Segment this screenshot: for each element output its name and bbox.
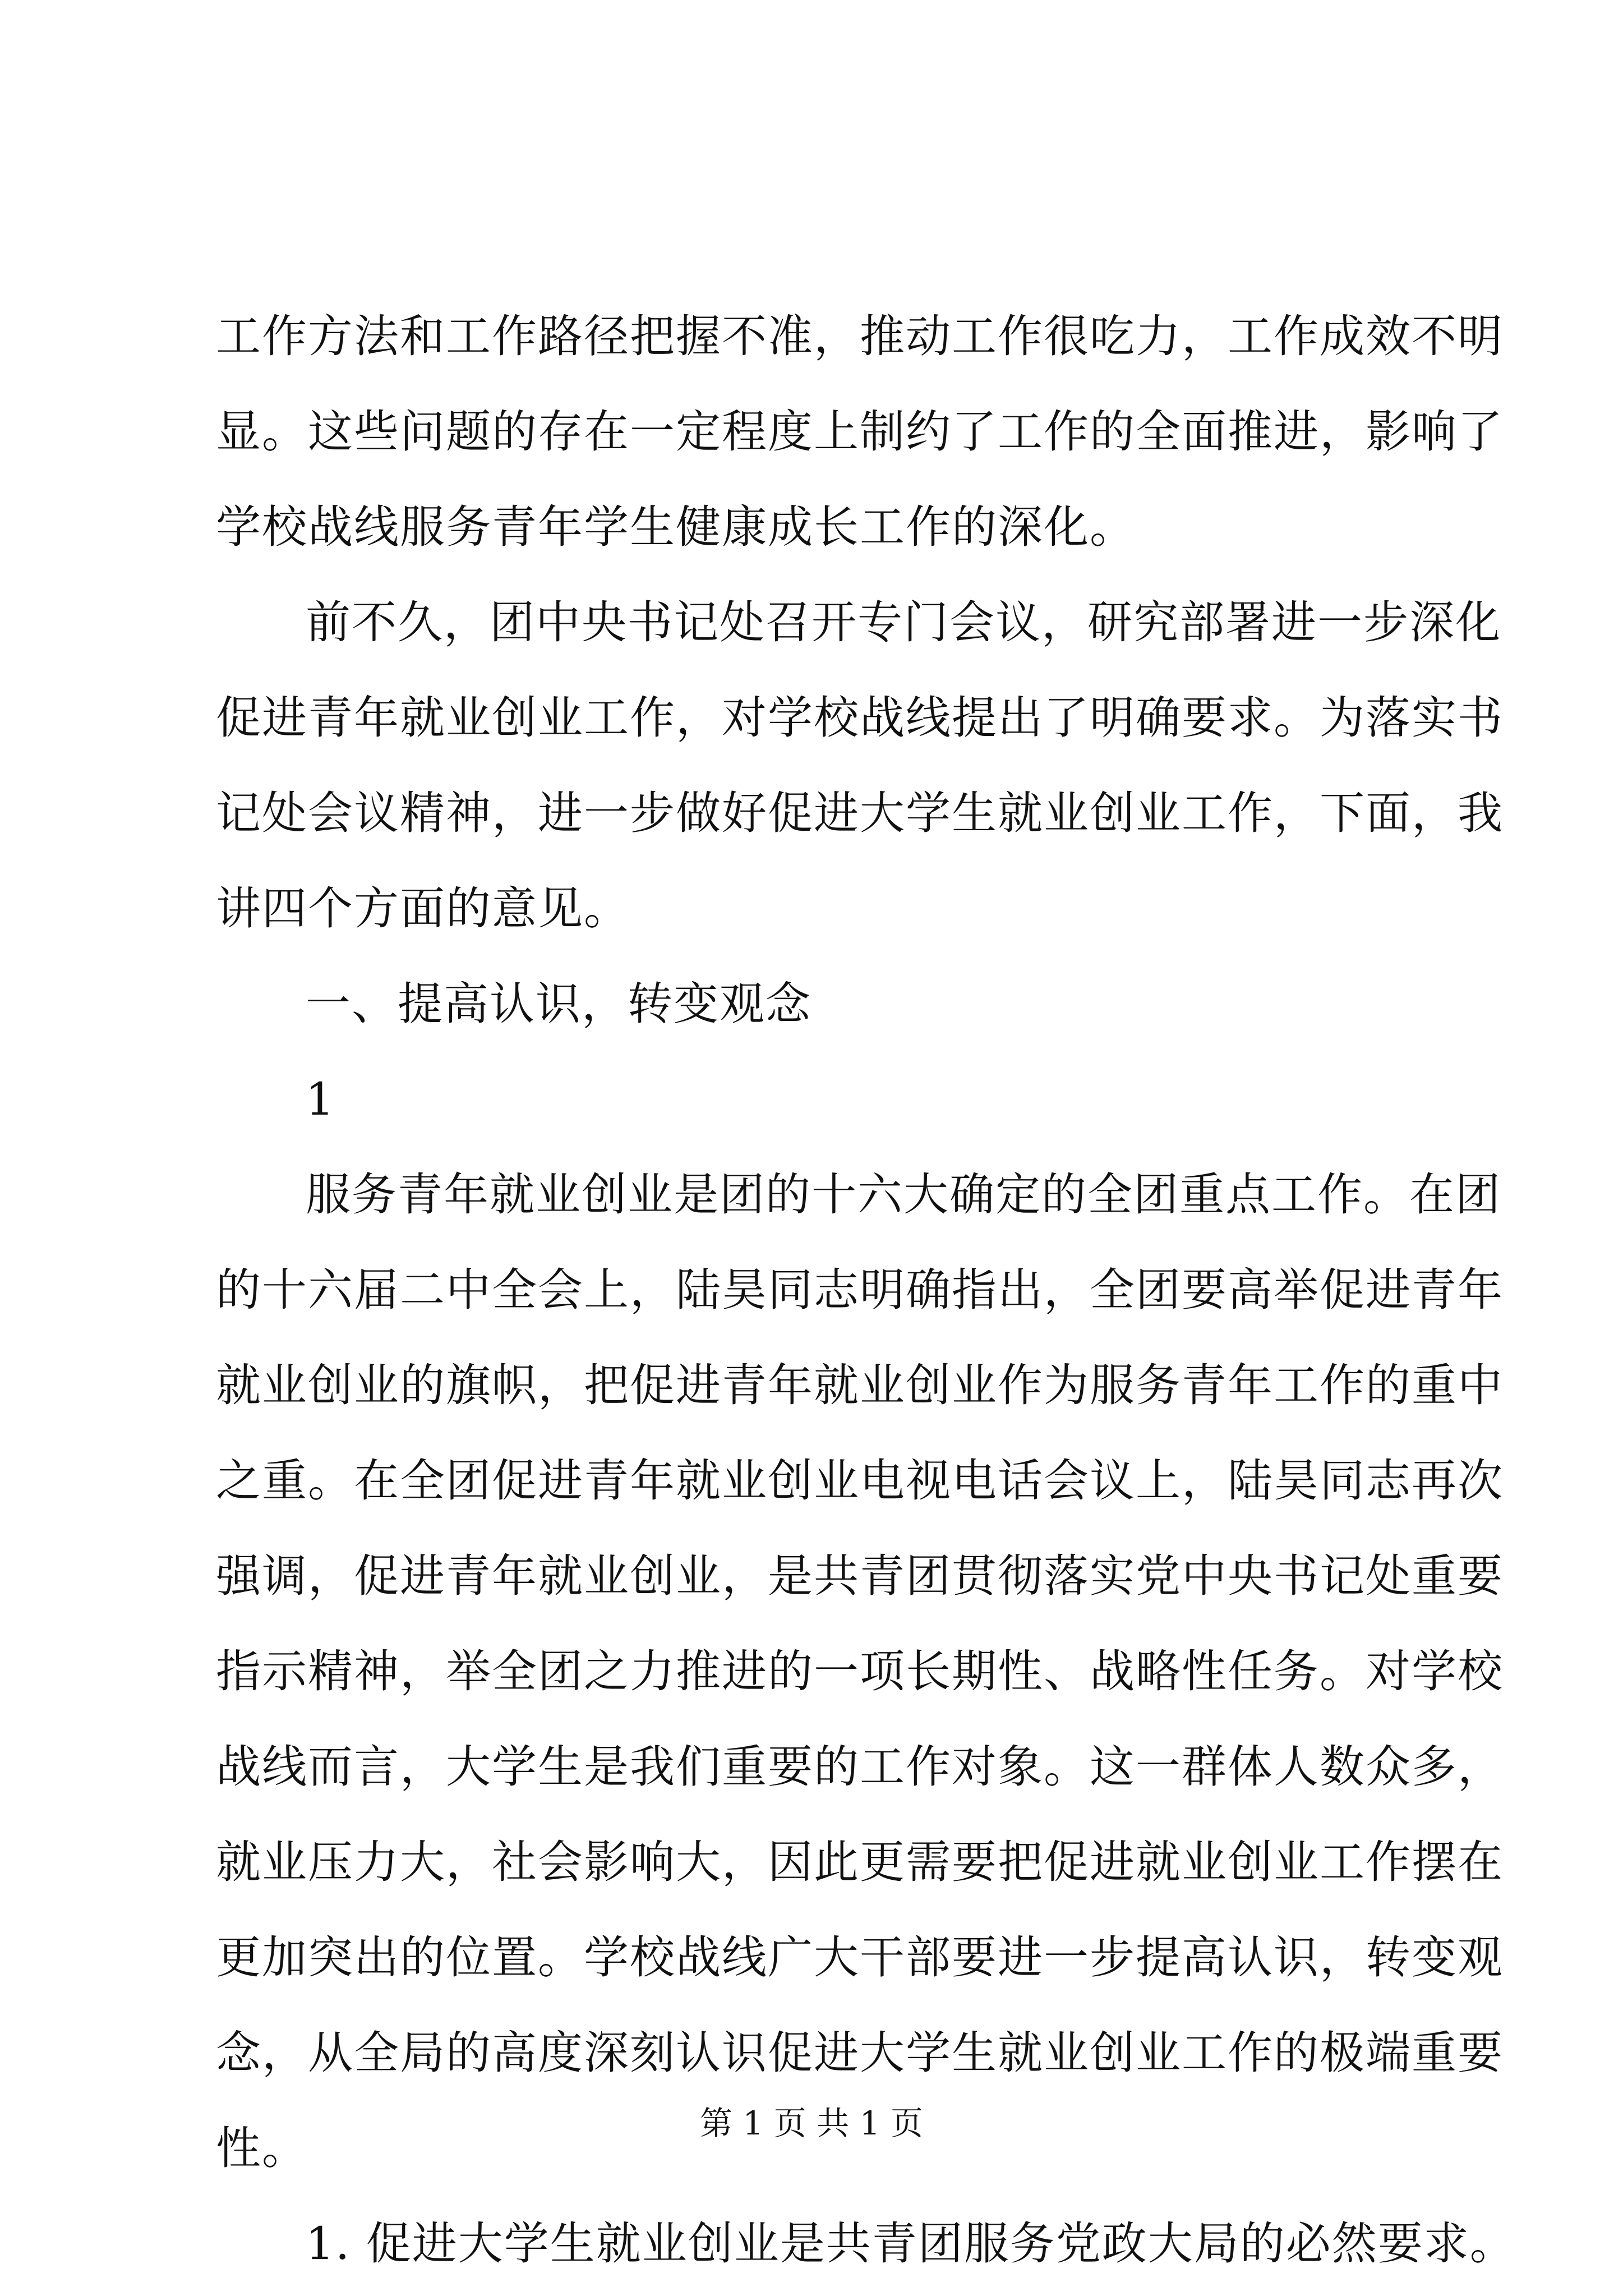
body-text-line: 性。: [216, 2122, 308, 2174]
body-text-line: 显。这些问题的存在一定程度上制约了工作的全面推进，影响了: [216, 406, 1504, 458]
body-text-line: 更加突出的位置。学校战线广大干部要进一步提高认识，转变观: [216, 1931, 1504, 1984]
body-text-line: 记处会议精神，进一步做好促进大学生就业创业工作，下面，我: [216, 787, 1504, 839]
body-text-line: 就业压力大，社会影响大，因此更需要把促进就业创业工作摆在: [216, 1836, 1504, 1888]
body-text-line: 服务青年就业创业是团的十六大确定的全团重点工作。在团: [306, 1168, 1501, 1221]
body-text-line: 工作方法和工作路径把握不准，推动工作很吃力，工作成效不明: [216, 310, 1504, 362]
body-text-line: 讲四个方面的意见。: [216, 882, 630, 935]
subsection-heading: 1. 促进大学生就业创业是共青团服务党政大局的必然要求。: [306, 2217, 1516, 2270]
body-text-line: 前不久，团中央书记处召开专门会议，研究部署进一步深化: [306, 596, 1501, 648]
body-text-line: 之重。在全团促进青年就业创业电视电话会议上，陆昊同志再次: [216, 1455, 1504, 1507]
body-text-line: 强调，促进青年就业创业，是共青团贯彻落实党中央书记处重要: [216, 1550, 1504, 1602]
document-body: [216, 289, 1516, 2292]
body-text-line: 促进青年就业创业工作，对学校战线提出了明确要求。为落实书: [216, 692, 1504, 744]
section-heading: 一、提高认识，转变观念: [306, 978, 811, 1030]
body-text-line: 就业创业的旗帜，把促进青年就业创业作为服务青年工作的重中: [216, 1359, 1504, 1411]
body-text-line: 战线而言，大学生是我们重要的工作对象。这一群体人数众多，: [216, 1741, 1504, 1793]
page-footer: 第 1 页 共 1 页: [700, 2104, 923, 2142]
page-marker-number: 1: [306, 1073, 335, 1125]
body-text-line: 指示精神，举全团之力推进的一项长期性、战略性任务。对学校: [216, 1645, 1504, 1697]
body-text-line: 念，从全局的高度深刻认识促进大学生就业创业工作的极端重要: [216, 2027, 1504, 2079]
body-text-line: 学校战线服务青年学生健康成长工作的深化。: [216, 501, 1136, 553]
body-text-line: 的十六届二中全会上，陆昊同志明确指出，全团要高举促进青年: [216, 1264, 1504, 1316]
